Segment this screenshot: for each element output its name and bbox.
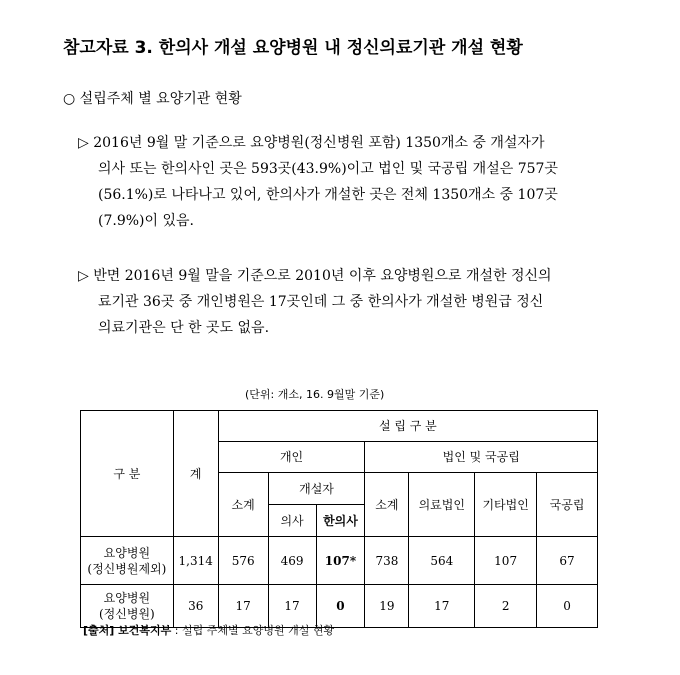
paragraph-line: (56.1%)로 나타나고 있어, 한의사가 개설한 곳은 전체 1350개소 중 107곳 bbox=[98, 187, 558, 203]
header-founder: 개설자 bbox=[268, 473, 365, 505]
paragraph-line: 의료기관은 단 한 곳도 없음. bbox=[98, 320, 270, 336]
source-label: [출처] 보건복지부 bbox=[83, 624, 172, 637]
header-corporate-subtotal: 소계 bbox=[365, 473, 409, 537]
cell-public: 0 bbox=[537, 585, 598, 628]
cell-medical-corp: 17 bbox=[409, 585, 475, 628]
cell-ind-subtotal: 17 bbox=[218, 585, 268, 628]
paragraph-line: (7.9%)이 있음. bbox=[98, 213, 194, 229]
header-korean-doctor: 한의사 bbox=[316, 505, 365, 537]
cell-doctor: 17 bbox=[268, 585, 316, 628]
header-public: 국공립 bbox=[537, 473, 598, 537]
row-label-line: 요양병원 bbox=[103, 591, 151, 605]
paragraph-line: 료기관 36곳 중 개인병원은 17곳인데 그 중 한의사가 개설한 병원급 정신 bbox=[98, 294, 544, 310]
source-text: : 설립 주체별 요양병원 개설 현황 bbox=[171, 624, 335, 637]
paragraph-2 bbox=[78, 263, 552, 341]
row-label-line: (정신병원제외) bbox=[87, 561, 167, 576]
cell-corp-subtotal: 738 bbox=[365, 537, 409, 585]
cell-korean-doctor: 0 bbox=[316, 585, 365, 628]
document-title: 참고자료 3. 한의사 개설 요양병원 내 정신의료기관 개설 현황 bbox=[63, 38, 523, 58]
row-label-line: (정신병원) bbox=[99, 607, 155, 621]
cell-korean-doctor: 107* bbox=[316, 537, 365, 585]
paragraph-line: ▷ 2016년 9월 말 기준으로 요양병원(정신병원 포함) 1350개소 중 개설자가 bbox=[78, 135, 545, 151]
table-unit-note: (단위: 개소, 16. 9월말 기준) bbox=[245, 388, 385, 401]
paragraph-line: 의사 또는 한의사인 곳은 593곳(43.9%)이고 법인 및 국공립 개설은 757곳 bbox=[98, 161, 558, 177]
header-doctor: 의사 bbox=[268, 505, 316, 537]
row-label-line: 요양병원 bbox=[103, 545, 151, 560]
cell-doctor: 469 bbox=[268, 537, 316, 585]
header-corporate: 법인 및 국공립 bbox=[365, 442, 598, 473]
paragraph-1 bbox=[78, 130, 558, 234]
header-medical-corp: 의료법인 bbox=[409, 473, 475, 537]
row-label bbox=[81, 537, 174, 585]
cell-total: 36 bbox=[173, 585, 218, 628]
cell-other-corp: 107 bbox=[475, 537, 537, 585]
cell-corp-subtotal: 19 bbox=[365, 585, 409, 628]
header-other-corp: 기타법인 bbox=[475, 473, 537, 537]
header-total: 계 bbox=[173, 411, 218, 537]
table-row bbox=[81, 537, 598, 585]
header-individual: 개인 bbox=[218, 442, 365, 473]
section-heading: ○ 설립주체 별 요양기관 현황 bbox=[63, 91, 242, 107]
establishment-table bbox=[80, 410, 598, 628]
paragraph-line: ▷ 반면 2016년 9월 말을 기준으로 2010년 이후 요양병원으로 개설한 정신의 bbox=[78, 268, 552, 284]
header-individual-subtotal: 소계 bbox=[218, 473, 268, 537]
cell-ind-subtotal: 576 bbox=[218, 537, 268, 585]
cell-other-corp: 2 bbox=[475, 585, 537, 628]
header-establishment: 설 립 구 분 bbox=[218, 411, 597, 442]
header-category: 구 분 bbox=[81, 411, 174, 537]
cell-medical-corp: 564 bbox=[409, 537, 475, 585]
cell-public: 67 bbox=[537, 537, 598, 585]
cell-total: 1,314 bbox=[173, 537, 218, 585]
source-note bbox=[83, 622, 334, 638]
